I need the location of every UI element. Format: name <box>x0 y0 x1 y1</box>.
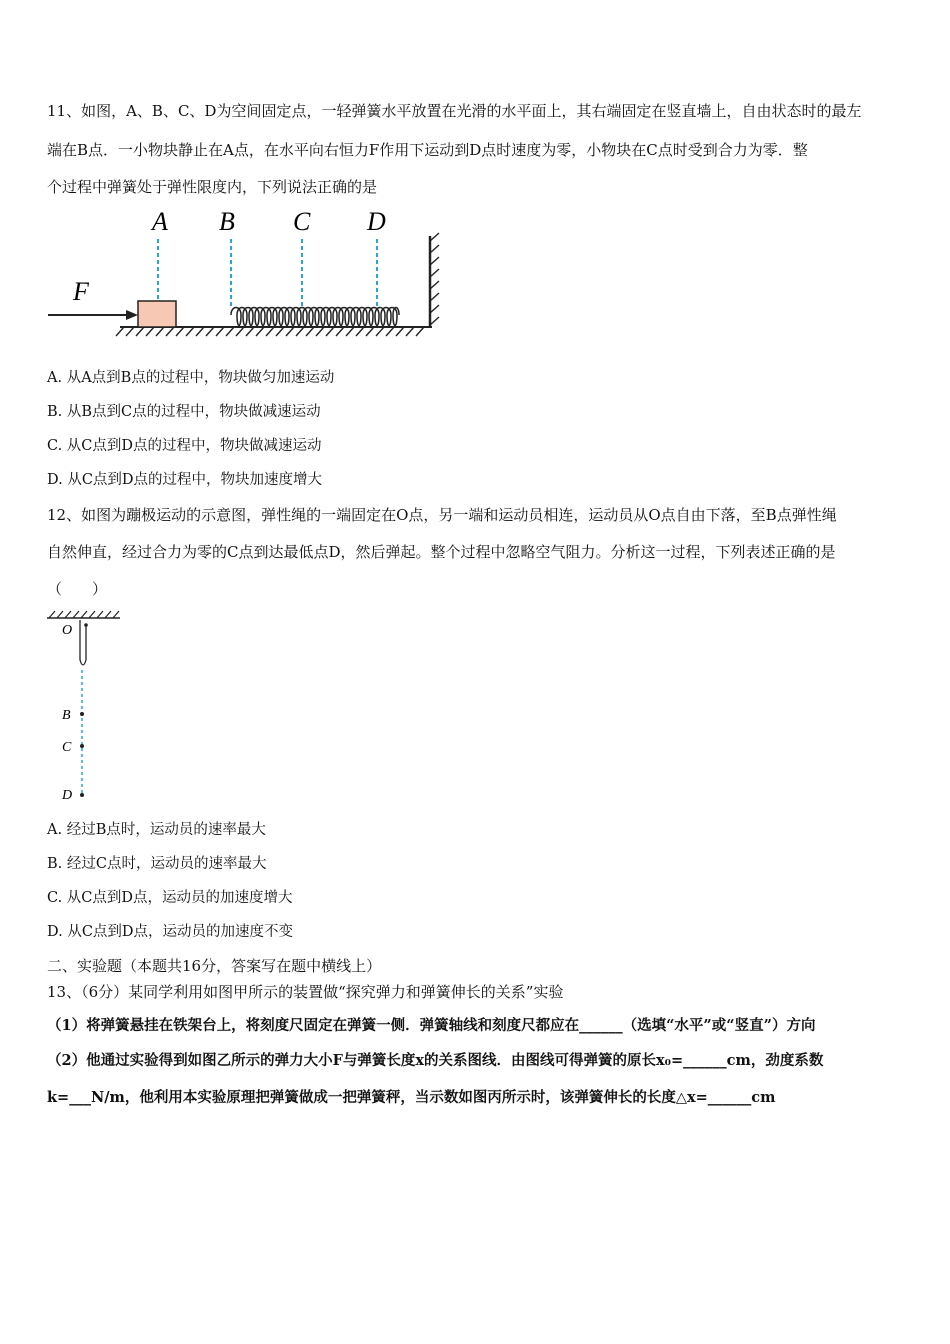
q12-option-d: D. 从C点到D点，运动员的加速度不变 <box>47 924 294 940</box>
q12-line-3: （ ） <box>47 580 108 598</box>
ground-hatching <box>116 327 424 336</box>
dashed-guides <box>158 239 377 307</box>
q12-option-c: C. 从C点到D点，运动员的加速度增大 <box>47 890 293 906</box>
figure-label-b2: B <box>62 708 71 723</box>
block <box>138 301 176 327</box>
q13-line-4: k=___N/m，他利用本实验原理把弹簧做成一把弹簧秤，当示数如图丙所示时，该弹簧伸长的长度△x=______cm <box>47 1089 776 1106</box>
figure-label-d: D <box>367 207 386 236</box>
figure-label-c2: C <box>62 740 72 755</box>
q11-line-1: 11、如图，A、B、C、D为空间固定点，一轻弹簧水平放置在光滑的水平面上，其右端固定在竖直墙上，自由状态时的最左 <box>47 102 862 120</box>
q12-option-b: B. 经过C点时，运动员的速率最大 <box>47 856 267 872</box>
q13-line-3: （2）他通过实验得到如图乙所示的弹力大小F与弹簧长度x的关系图线．由图线可得弹簧的原长x₀=______cm，劲度系数 <box>47 1052 824 1069</box>
bungee-figure <box>40 604 130 804</box>
q12-option-a: A. 经过B点时，运动员的速率最大 <box>47 822 266 838</box>
q13-line-1: 13、（6分）某同学利用如图甲所示的装置做“探究弹力和弹簧伸长的关系”实验 <box>47 983 564 1001</box>
spring-block-figure <box>40 203 460 343</box>
jumper-point <box>84 623 88 627</box>
figure-label-o: O <box>62 623 73 638</box>
q12-line-1: 12、如图为蹦极运动的示意图，弹性绳的一端固定在O点，另一端和运动员相连，运动员从O点自由下落，至B点弹性绳 <box>47 506 837 524</box>
q13-line-2: （1）将弹簧悬挂在铁架台上，将刻度尺固定在弹簧一侧．弹簧轴线和刻度尺都应在______（选填“水平”或“竖直”）方向 <box>47 1017 816 1034</box>
section-2-heading: 二、实验题（本题共16分，答案写在题中横线上） <box>47 957 382 975</box>
ceiling-hatching <box>49 611 119 618</box>
q11-line-3: 个过程中弹簧处于弹性限度内，下列说法正确的是 <box>47 178 378 196</box>
figure-label-a: A <box>152 207 168 236</box>
figure-label-f: F <box>73 277 89 306</box>
q11-option-c: C. 从C点到D点的过程中，物块做减速运动 <box>47 438 322 454</box>
q11-option-b: B. 从B点到C点的过程中，物块做减速运动 <box>47 404 321 420</box>
figure-label-d2: D <box>62 788 73 803</box>
point-c <box>80 744 84 748</box>
q11-option-a: A. 从A点到B点的过程中，物块做匀加速运动 <box>47 370 335 386</box>
q11-line-2: 端在B点．一小物块静止在A点，在水平向右恒力F作用下运动到D点时速度为零，小物块在C点时受到合力为零．整 <box>47 141 808 159</box>
point-b <box>80 712 84 716</box>
q12-line-2: 自然伸直，经过合力为零的C点到达最低点D，然后弹起。整个过程中忽略空气阻力。分析这一过程，下列表述正确的是 <box>47 543 836 561</box>
elastic-rope <box>80 620 86 665</box>
figure-label-b: B <box>219 207 235 236</box>
force-arrow <box>48 310 138 320</box>
wall-hatching <box>430 233 439 325</box>
spring <box>231 308 399 326</box>
figure-label-c: C <box>293 207 311 236</box>
point-d <box>80 793 84 797</box>
q11-option-d: D. 从C点到D点的过程中，物块加速度增大 <box>47 472 323 488</box>
